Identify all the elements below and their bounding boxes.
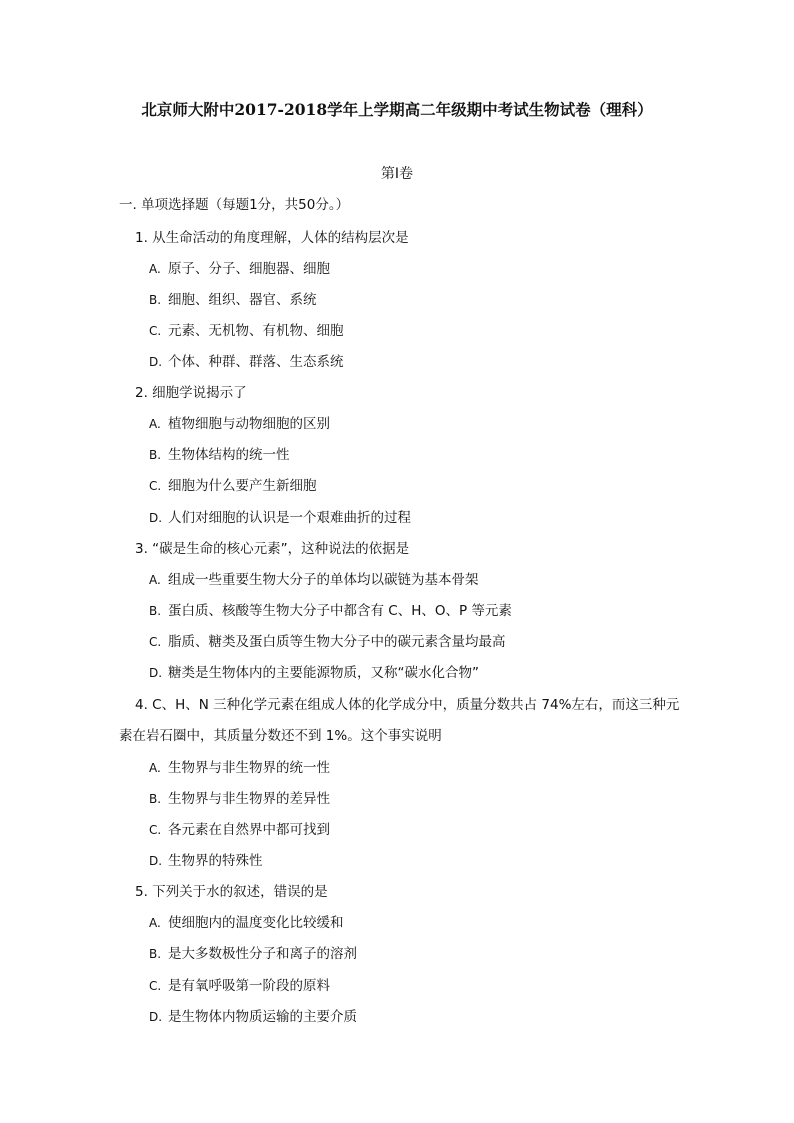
option-text: 元素、无机物、有机物、细胞 [168, 323, 344, 339]
option-letter: C. [149, 979, 162, 993]
question-5-option-d [149, 1006, 357, 1028]
question-5-option-c [149, 975, 330, 997]
option-text: 原子、分子、细胞器、细胞 [168, 261, 330, 277]
option-text: 细胞为什么要产生新细胞 [168, 478, 317, 494]
question-3-stem: 3. “碳是生命的核心元素”，这种说法的依据是 [135, 541, 410, 557]
volume-label: 第I卷 [380, 166, 414, 182]
option-text: 人们对细胞的认识是一个艰难曲折的过程 [168, 510, 411, 526]
option-letter: D. [149, 511, 163, 525]
option-text: 是大多数极性分子和离子的溶剂 [168, 946, 357, 962]
option-text: 组成一些重要生物大分子的单体均以碳链为基本骨架 [168, 572, 479, 588]
option-letter: B. [149, 792, 162, 806]
question-3-option-a [149, 569, 479, 591]
question-1-option-d [149, 351, 344, 373]
option-text: 各元素在自然界中都可找到 [168, 822, 330, 838]
section-heading: 一. 单项选择题（每题1分，共50分。） [119, 197, 350, 213]
option-letter: A. [149, 916, 161, 930]
option-text: 糖类是生物体内的主要能源物质，又称“碳水化合物” [168, 665, 479, 681]
option-text: 脂质、糖类及蛋白质等生物大分子中的碳元素含量均最高 [168, 634, 506, 650]
question-2-option-b [149, 444, 290, 466]
question-5-stem: 5. 下列关于水的叙述，错误的是 [135, 884, 328, 900]
option-text: 蛋白质、核酸等生物大分子中都含有 C、H、O、P 等元素 [168, 603, 512, 619]
option-text: 生物界的特殊性 [168, 853, 263, 869]
question-2-stem: 2. 细胞学说揭示了 [135, 385, 247, 401]
option-letter: C. [149, 823, 162, 837]
option-text: 生物界与非生物界的差异性 [168, 791, 330, 807]
option-letter: D. [149, 666, 163, 680]
option-letter: B. [149, 448, 162, 462]
question-1-option-b [149, 289, 317, 311]
option-letter: C. [149, 635, 162, 649]
option-text: 生物界与非生物界的统一性 [168, 760, 330, 776]
option-text: 生物体结构的统一性 [168, 447, 290, 463]
question-4-option-a [149, 757, 330, 779]
option-letter: D. [149, 854, 163, 868]
option-letter: A. [149, 761, 161, 775]
question-4-stem: 4. C、H、N 三种化学元素在组成人体的化学成分中，质量分数共占 74%左右，而这三种元 [135, 697, 680, 713]
option-letter: D. [149, 1010, 163, 1024]
question-3-option-b [149, 600, 512, 622]
option-letter: C. [149, 324, 162, 338]
page-title: 北京师大附中2017-2018学年上学期高二年级期中考试生物试卷（理科） [141, 100, 653, 119]
question-4-option-c [149, 819, 330, 841]
question-5-option-a [149, 912, 344, 934]
option-letter: A. [149, 573, 161, 587]
question-2-option-c [149, 475, 317, 497]
question-4-stem-continued: 素在岩石圈中，其质量分数还不到 1%。这个事实说明 [119, 728, 442, 744]
option-text: 细胞、组织、器官、系统 [168, 292, 317, 308]
option-text: 植物细胞与动物细胞的区别 [168, 416, 330, 432]
question-4-option-b [149, 788, 330, 810]
option-text: 使细胞内的温度变化比较缓和 [168, 915, 344, 931]
question-1-stem: 1. 从生命活动的角度理解，人体的结构层次是 [135, 230, 409, 246]
option-letter: B. [149, 293, 162, 307]
question-3-option-c [149, 631, 506, 653]
option-letter: C. [149, 479, 162, 493]
question-1-option-c [149, 320, 344, 342]
option-text: 是有氧呼吸第一阶段的原料 [168, 978, 330, 994]
option-letter: B. [149, 947, 162, 961]
question-5-option-b [149, 943, 357, 965]
option-letter: B. [149, 604, 162, 618]
question-2-option-d [149, 507, 411, 529]
question-4-option-d [149, 850, 263, 872]
question-1-option-a [149, 258, 330, 280]
question-3-option-d [149, 662, 479, 684]
option-letter: A. [149, 417, 161, 431]
question-2-option-a [149, 413, 330, 435]
option-text: 个体、种群、群落、生态系统 [168, 354, 344, 370]
option-letter: A. [149, 262, 161, 276]
option-text: 是生物体内物质运输的主要介质 [168, 1009, 357, 1025]
option-letter: D. [149, 355, 163, 369]
